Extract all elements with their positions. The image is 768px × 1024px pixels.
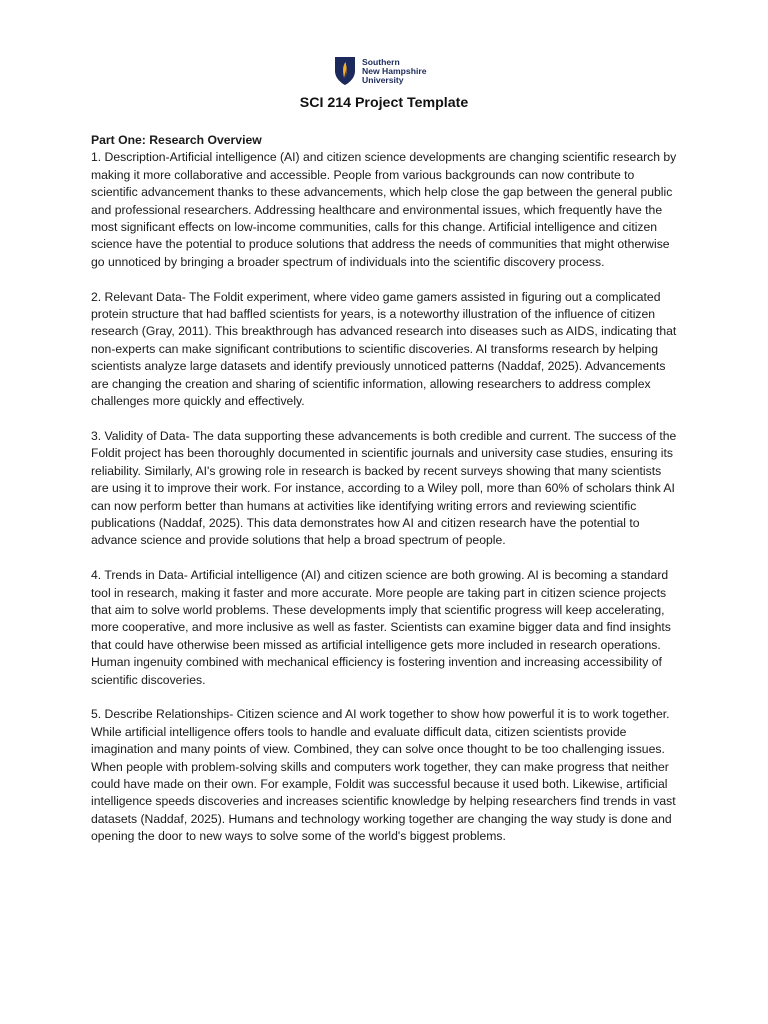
university-logo: [334, 56, 426, 86]
paragraph-description: 1. Description-Artificial intelligence (AI) and citizen science developments are changing scientific research by making it more collaborative and accessible. People from various backgrounds can now contribute to scientific advancement thanks to these advancements, which help close the gap between the general public and professional researchers. Addressing healthcare and environmental issues, which frequently have the most significant effects on low-income communities, calls for this change. Artificial intelligence and citizen science have the potential to produce solutions that address the needs of communities that might otherwise go unnoticed by bringing a broader spectrum of individuals into the scientific discovery process.: [91, 150, 677, 269]
logo-wordmark: [362, 58, 426, 85]
paragraph-trends-in-data: 4. Trends in Data- Artificial intelligence (AI) and citizen science are both growing. AI is becoming a standard tool in research, making it faster and more accurate. More people are taking part in citizen science projects that aim to solve world problems. These developments imply that scientific progress will keep accelerating, more cooperative, and more inclusive as well as faster. Scientists can examine bigger data and find insights that could have otherwise been missed as artificial intelligence gets more included in research operations. Human ingenuity combined with mechanical efficiency is fostering invention and increasing accessibility of scientific discoveries.: [91, 568, 671, 687]
paragraph-relevant-data: 2. Relevant Data- The Foldit experiment, where video game gamers assisted in figuring out a complicated protein structure that had baffled scientists for years, is a noteworthy illustration of the influence of citizen research (Gray, 2011). This breakthrough has advanced research into diseases such as AIDS, indicating that non-experts can make significant contributions to scientific discoveries. AI transforms research by helping scientists analyze large datasets and identify previously unnoticed patterns (Naddaf, 2025). Advancements are changing the creation and sharing of scientific information, allowing researchers to address complex challenges more quickly and effectively.: [91, 289, 677, 409]
document-body: [91, 132, 681, 863]
logo-line-2: New Hampshire: [362, 65, 427, 76]
page-title: SCI 214 Project Template: [299, 95, 469, 111]
paragraph-describe-relationships: 5. Describe Relationships- Citizen science and AI work together to show how powerful it is to work together. While artificial intelligence offers tools to handle and evaluate difficult data, citizen scientists provide imagination and many points of view. Combined, they can solve once thought to be too challenging issues. When people with problem-solving skills and computers work together, they can make progress that neither could have made on their own. For example, Foldit was successful because it used both. Likewise, artificial intelligence speeds discoveries and increases scientific knowledge by helping researchers find trends in vast datasets (Naddaf, 2025). Humans and technology working together are changing the way study is done and opening the door to new ways to solve some of the world's biggest problems.: [91, 707, 676, 844]
shield-icon: [334, 56, 356, 86]
paragraph-validity-of-data: 3. Validity of Data- The data supporting these advancements is both credible and current. The success of the Foldit project has been thoroughly documented in scientific journals and university case studies, ensuring its reliability. Similarly, AI's growing role in research is backed by recent surveys showing that many scientists are using it to improve their work. For instance, according to a Wiley poll, more than 60% of scholars think AI can now perform better than humans at activities like identifying writing errors and reviewing scientific publications (Naddaf, 2025). This data demonstrates how AI and citizen research have the potential to advance science and provide solutions that help a broad spectrum of people.: [91, 428, 677, 548]
section-heading: Part One: Research Overview: [91, 133, 262, 147]
logo-line-3: University: [362, 74, 404, 85]
logo-line-1: Southern: [362, 56, 400, 67]
